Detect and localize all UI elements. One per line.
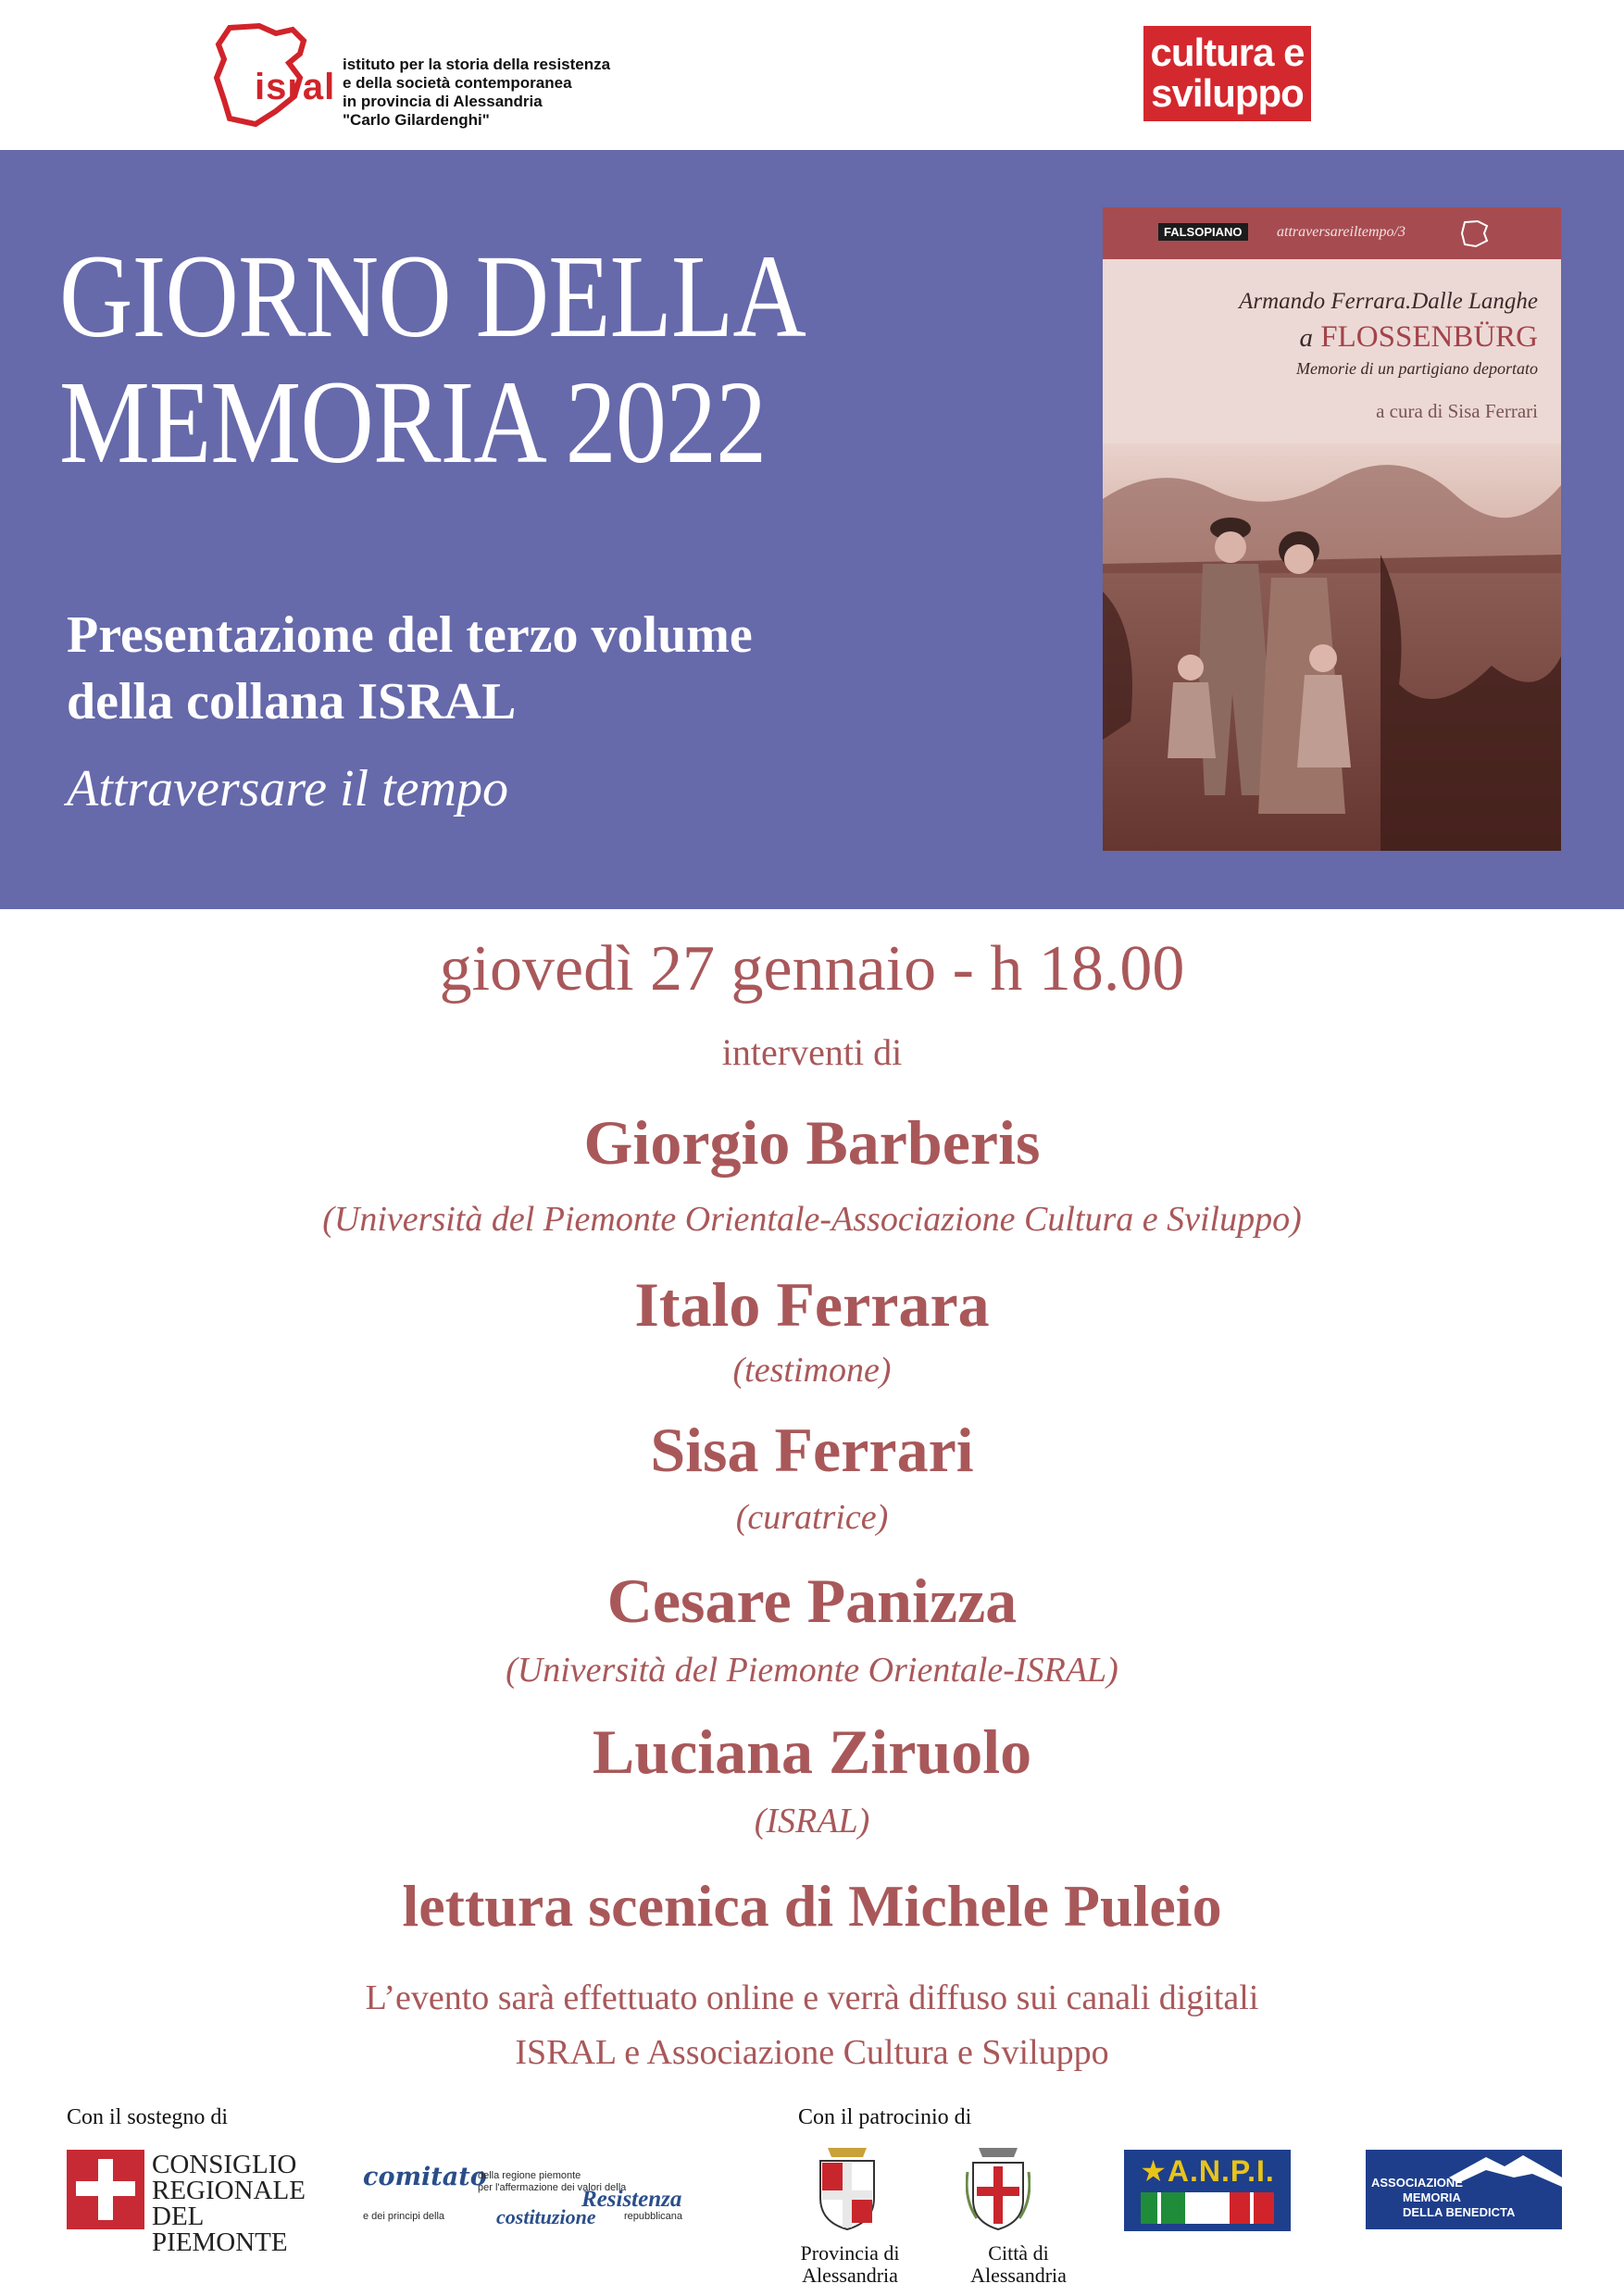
speaker-affiliation: (Università del Piemonte Orientale-ISRAL) (506, 1651, 1118, 1690)
isral-small-icon (1459, 218, 1496, 248)
patrocinio-label: Con il patrocinio di (798, 2105, 972, 2129)
speaker-affiliation: (ISRAL) (754, 1802, 870, 1841)
speaker-affiliation: (testimone) (732, 1351, 892, 1390)
speaker-name: Italo Ferrara (634, 1269, 990, 1340)
family-photo (1103, 443, 1561, 851)
event-note-line1: L’evento sarà effettuato online e verrà diffuso sui canali digitali (365, 1978, 1259, 2017)
speaker-name: Giorgio Barberis (583, 1107, 1041, 1178)
speaker-name: Sisa Ferrari (650, 1415, 974, 1485)
speaker-name: Cesare Panizza (606, 1566, 1018, 1636)
speaker-affiliation: (Università del Piemonte Orientale-Associazione Cultura e Sviluppo) (322, 1200, 1302, 1239)
speaker-affiliation: (curatrice) (735, 1498, 889, 1537)
anpi-logo: ★A.N.P.I. (1124, 2150, 1291, 2231)
book-cover (1103, 207, 1561, 851)
isral-description: istituto per la storia della resistenza e della società contemporanea in provincia di Alessandria "Carlo Gilardenghi" (343, 56, 611, 129)
book-author: Armando Ferrara.Dalle Langhe (1239, 289, 1538, 314)
italian-flag-icon (1141, 2192, 1274, 2224)
book-series-mark: attraversareiltempo/3 (1277, 224, 1405, 240)
memoria-benedicta-logo: ASSOCIAZIONE MEMORIA DELLA BENEDICTA (1366, 2150, 1562, 2229)
hero-subtitle: Presentazione del terzo volume della collana ISRAL (67, 606, 753, 730)
book-title: a FLOSSENBÜRG (1299, 320, 1538, 354)
book-publisher: FALSOPIANO (1158, 223, 1248, 241)
interventi-label: interventi di (721, 1031, 903, 1073)
consiglio-regionale-logo (67, 2150, 326, 2257)
event-note-line2: ISRAL e Associazione Cultura e Sviluppo (515, 2033, 1109, 2072)
citta-caption: Città di Alessandria (970, 2241, 1067, 2287)
piemonte-cross-icon (67, 2150, 144, 2229)
cultura-e-sviluppo-logo: cultura e sviluppo (1143, 26, 1311, 121)
reading-credit: lettura scenica di Michele Puleio (402, 1873, 1222, 1939)
provincia-crest-icon (815, 2144, 880, 2233)
isral-wordmark: isral (255, 67, 336, 107)
book-subtitle: Memorie di un partigiano deportato (1296, 359, 1538, 378)
isral-logo (211, 22, 611, 133)
speaker-name: Luciana Ziruolo (592, 1716, 1032, 1787)
page-title: GIORNO DELLA MEMORIA 2022 (59, 231, 806, 488)
comitato-resistenza-logo: comitato della regione piemonte per l'affermazione dei valori della Resistenza e dei principi della costituzione repubblicana (363, 2163, 682, 2228)
provincia-caption: Provincia di Alessandria (800, 2241, 900, 2287)
citta-crest-icon (966, 2144, 1031, 2233)
consiglio-regionale-text: CONSIGLIO REGIONALE DEL PIEMONTE (152, 2150, 306, 2257)
series-name: Attraversare il tempo (67, 760, 508, 817)
sostegno-label: Con il sostegno di (67, 2105, 229, 2129)
event-date: giovedì 27 gennaio - h 18.00 (439, 933, 1185, 1004)
book-curator: a cura di Sisa Ferrari (1376, 400, 1538, 422)
